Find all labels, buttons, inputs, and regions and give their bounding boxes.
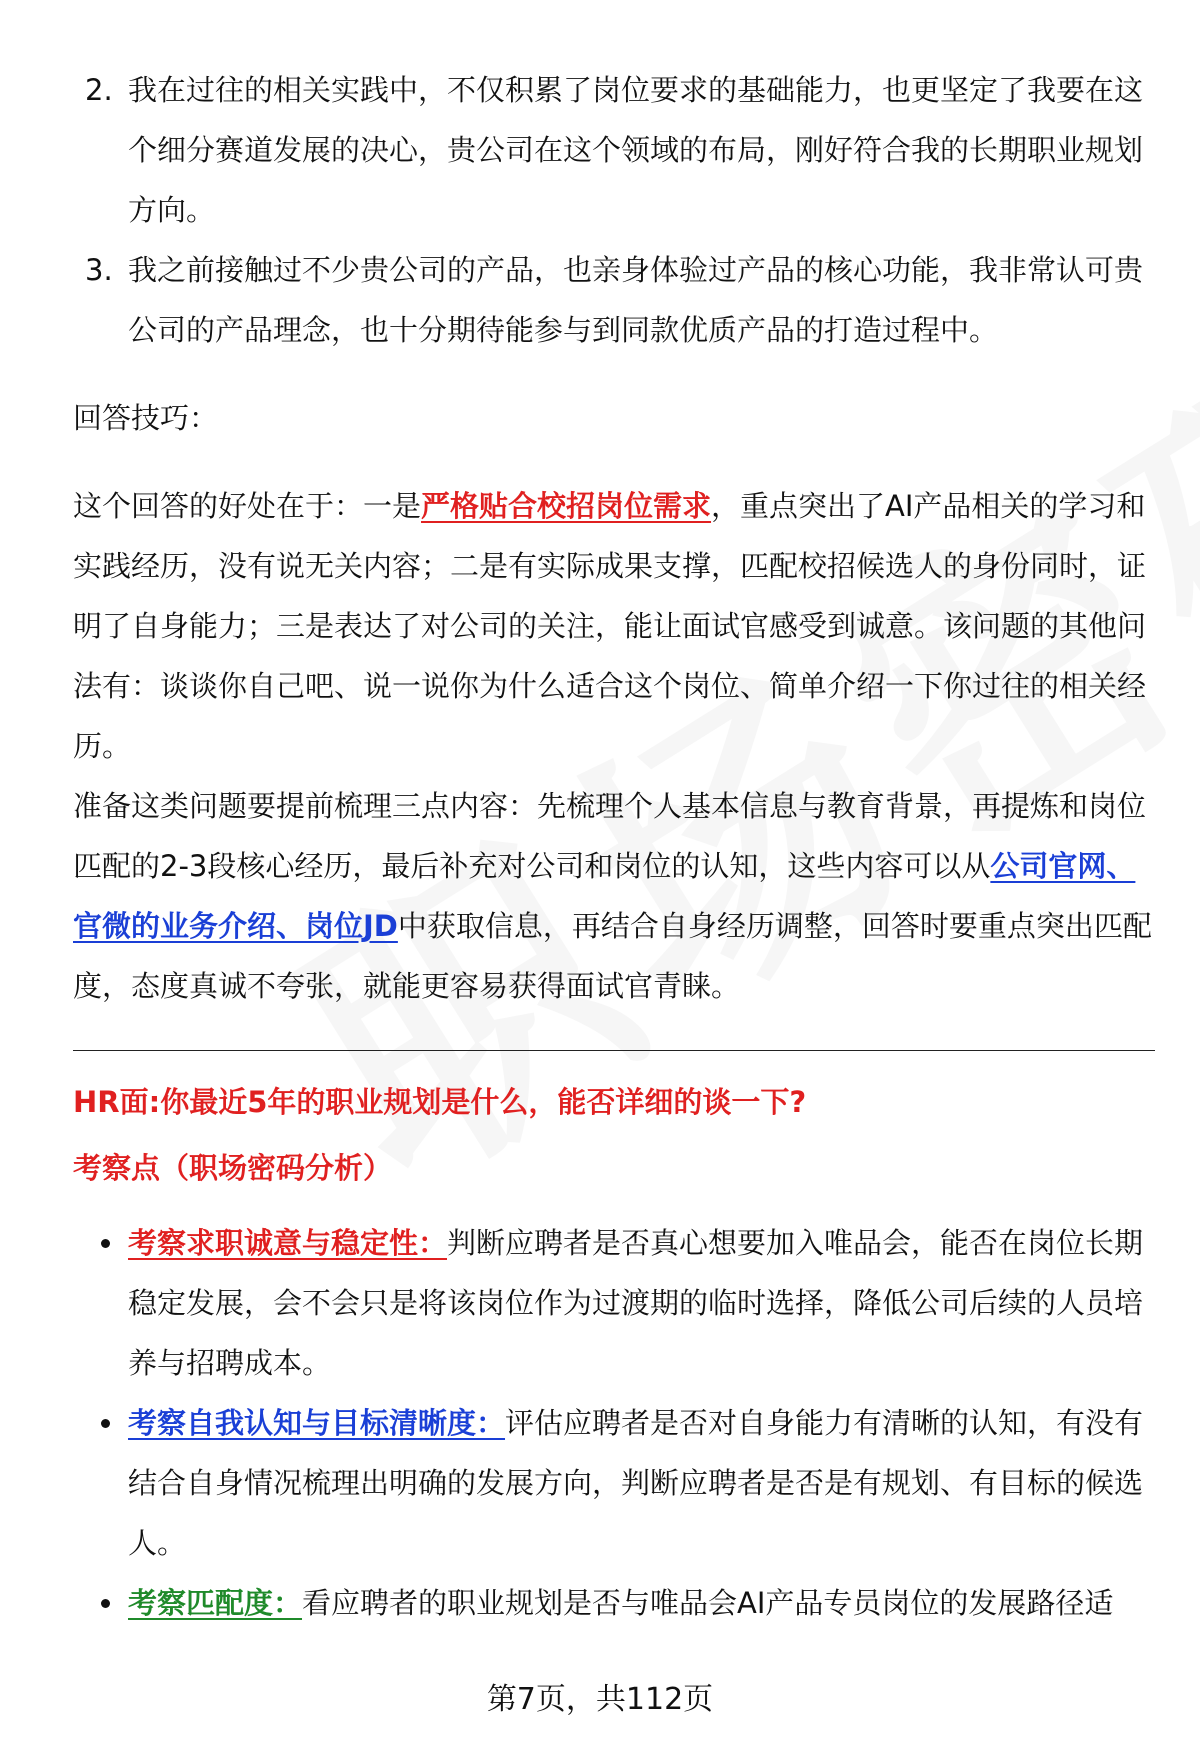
section-divider xyxy=(73,1050,1155,1051)
hr-question-heading: HR面:你最近5年的职业规划是什么，能否详细的谈一下? xyxy=(73,1085,807,1119)
list-item xyxy=(73,60,1153,240)
exam-point-label: 考察匹配度： xyxy=(128,1586,303,1620)
list-number: 2. xyxy=(85,73,113,107)
tips-p1-pre: 这个回答的好处在于：一是 xyxy=(73,489,422,523)
exam-points-heading: 考察点（职场密码分析） xyxy=(73,1151,393,1185)
list-number: 3. xyxy=(85,253,113,287)
list-item xyxy=(73,240,1153,360)
tips-label: 回答技巧： xyxy=(73,401,219,435)
exam-points-list xyxy=(73,1213,1153,1633)
exam-point-label: 考察自我认知与目标清晰度： xyxy=(128,1406,506,1440)
tips-paragraph-1 xyxy=(73,476,1153,776)
list-item-text: 我之前接触过不少贵公司的产品，也亲身体验过产品的核心功能，我非常认可贵公司的产品理念，也十分期待能参与到同款优质产品的打造过程中。 xyxy=(128,253,1144,347)
list-item xyxy=(73,1213,1153,1393)
list-item xyxy=(73,1573,1153,1633)
exam-point-label: 考察求职诚意与稳定性： xyxy=(128,1226,448,1260)
bullet-icon xyxy=(101,1239,110,1248)
list-item-text: 我在过往的相关实践中，不仅积累了岗位要求的基础能力，也更坚定了我要在这个细分赛道发展的决心，贵公司在这个领域的布局，刚好符合我的长期职业规划方向。 xyxy=(128,73,1144,227)
tips-p2-post: 中获取信息，再结合自身经历调整，回答时要重点突出匹配度，态度真诚不夸张，就能更容易获得面试官青睐。 xyxy=(73,909,1152,1003)
tips-p1-highlight: 严格贴合校招岗位需求 xyxy=(421,489,712,523)
numbered-list xyxy=(73,60,1153,360)
tips-p1-post: ，重点突出了AI产品相关的学习和实践经历，没有说无关内容；二是有实际成果支撑，匹配校招候选人的身份同时，证明了自身能力；三是表达了对公司的关注，能让面试官感受到诚意。该问题的其他问法有：谈谈你自己吧、说一说你为什么适合这个岗位、简单介绍一下你过往的相关经历。 xyxy=(73,489,1147,763)
exam-point-text: 判断应聘者是否真心想要加入唯品会，能否在岗位长期稳定发展，会不会只是将该岗位作为过渡期的临时选择，降低公司后续的人员培养与招聘成本。 xyxy=(128,1226,1144,1380)
tips-p2-highlight-link[interactable]: 公司官网、官微的业务介绍、岗位JD xyxy=(73,849,1136,943)
tips-p2-pre: 准备这类问题要提前梳理三点内容：先梳理个人基本信息与教育背景，再提炼和岗位匹配的2-3段核心经历，最后补充对公司和岗位的认知，这些内容可以从 xyxy=(73,789,1147,883)
bullet-icon xyxy=(101,1599,110,1608)
exam-point-text: 评估应聘者是否对自身能力有清晰的认知，有没有结合自身情况梳理出明确的发展方向，判断应聘者是否是有规划、有目标的候选人。 xyxy=(128,1406,1144,1560)
bullet-icon xyxy=(101,1419,110,1428)
tips-paragraph-2 xyxy=(73,776,1153,1016)
exam-point-text: 看应聘者的职业规划是否与唯品会AI产品专员岗位的发展路径适 xyxy=(302,1586,1114,1620)
page-footer: 第7页，共112页 xyxy=(486,1682,714,1717)
page-content xyxy=(73,60,1153,1633)
list-item xyxy=(73,1393,1153,1573)
